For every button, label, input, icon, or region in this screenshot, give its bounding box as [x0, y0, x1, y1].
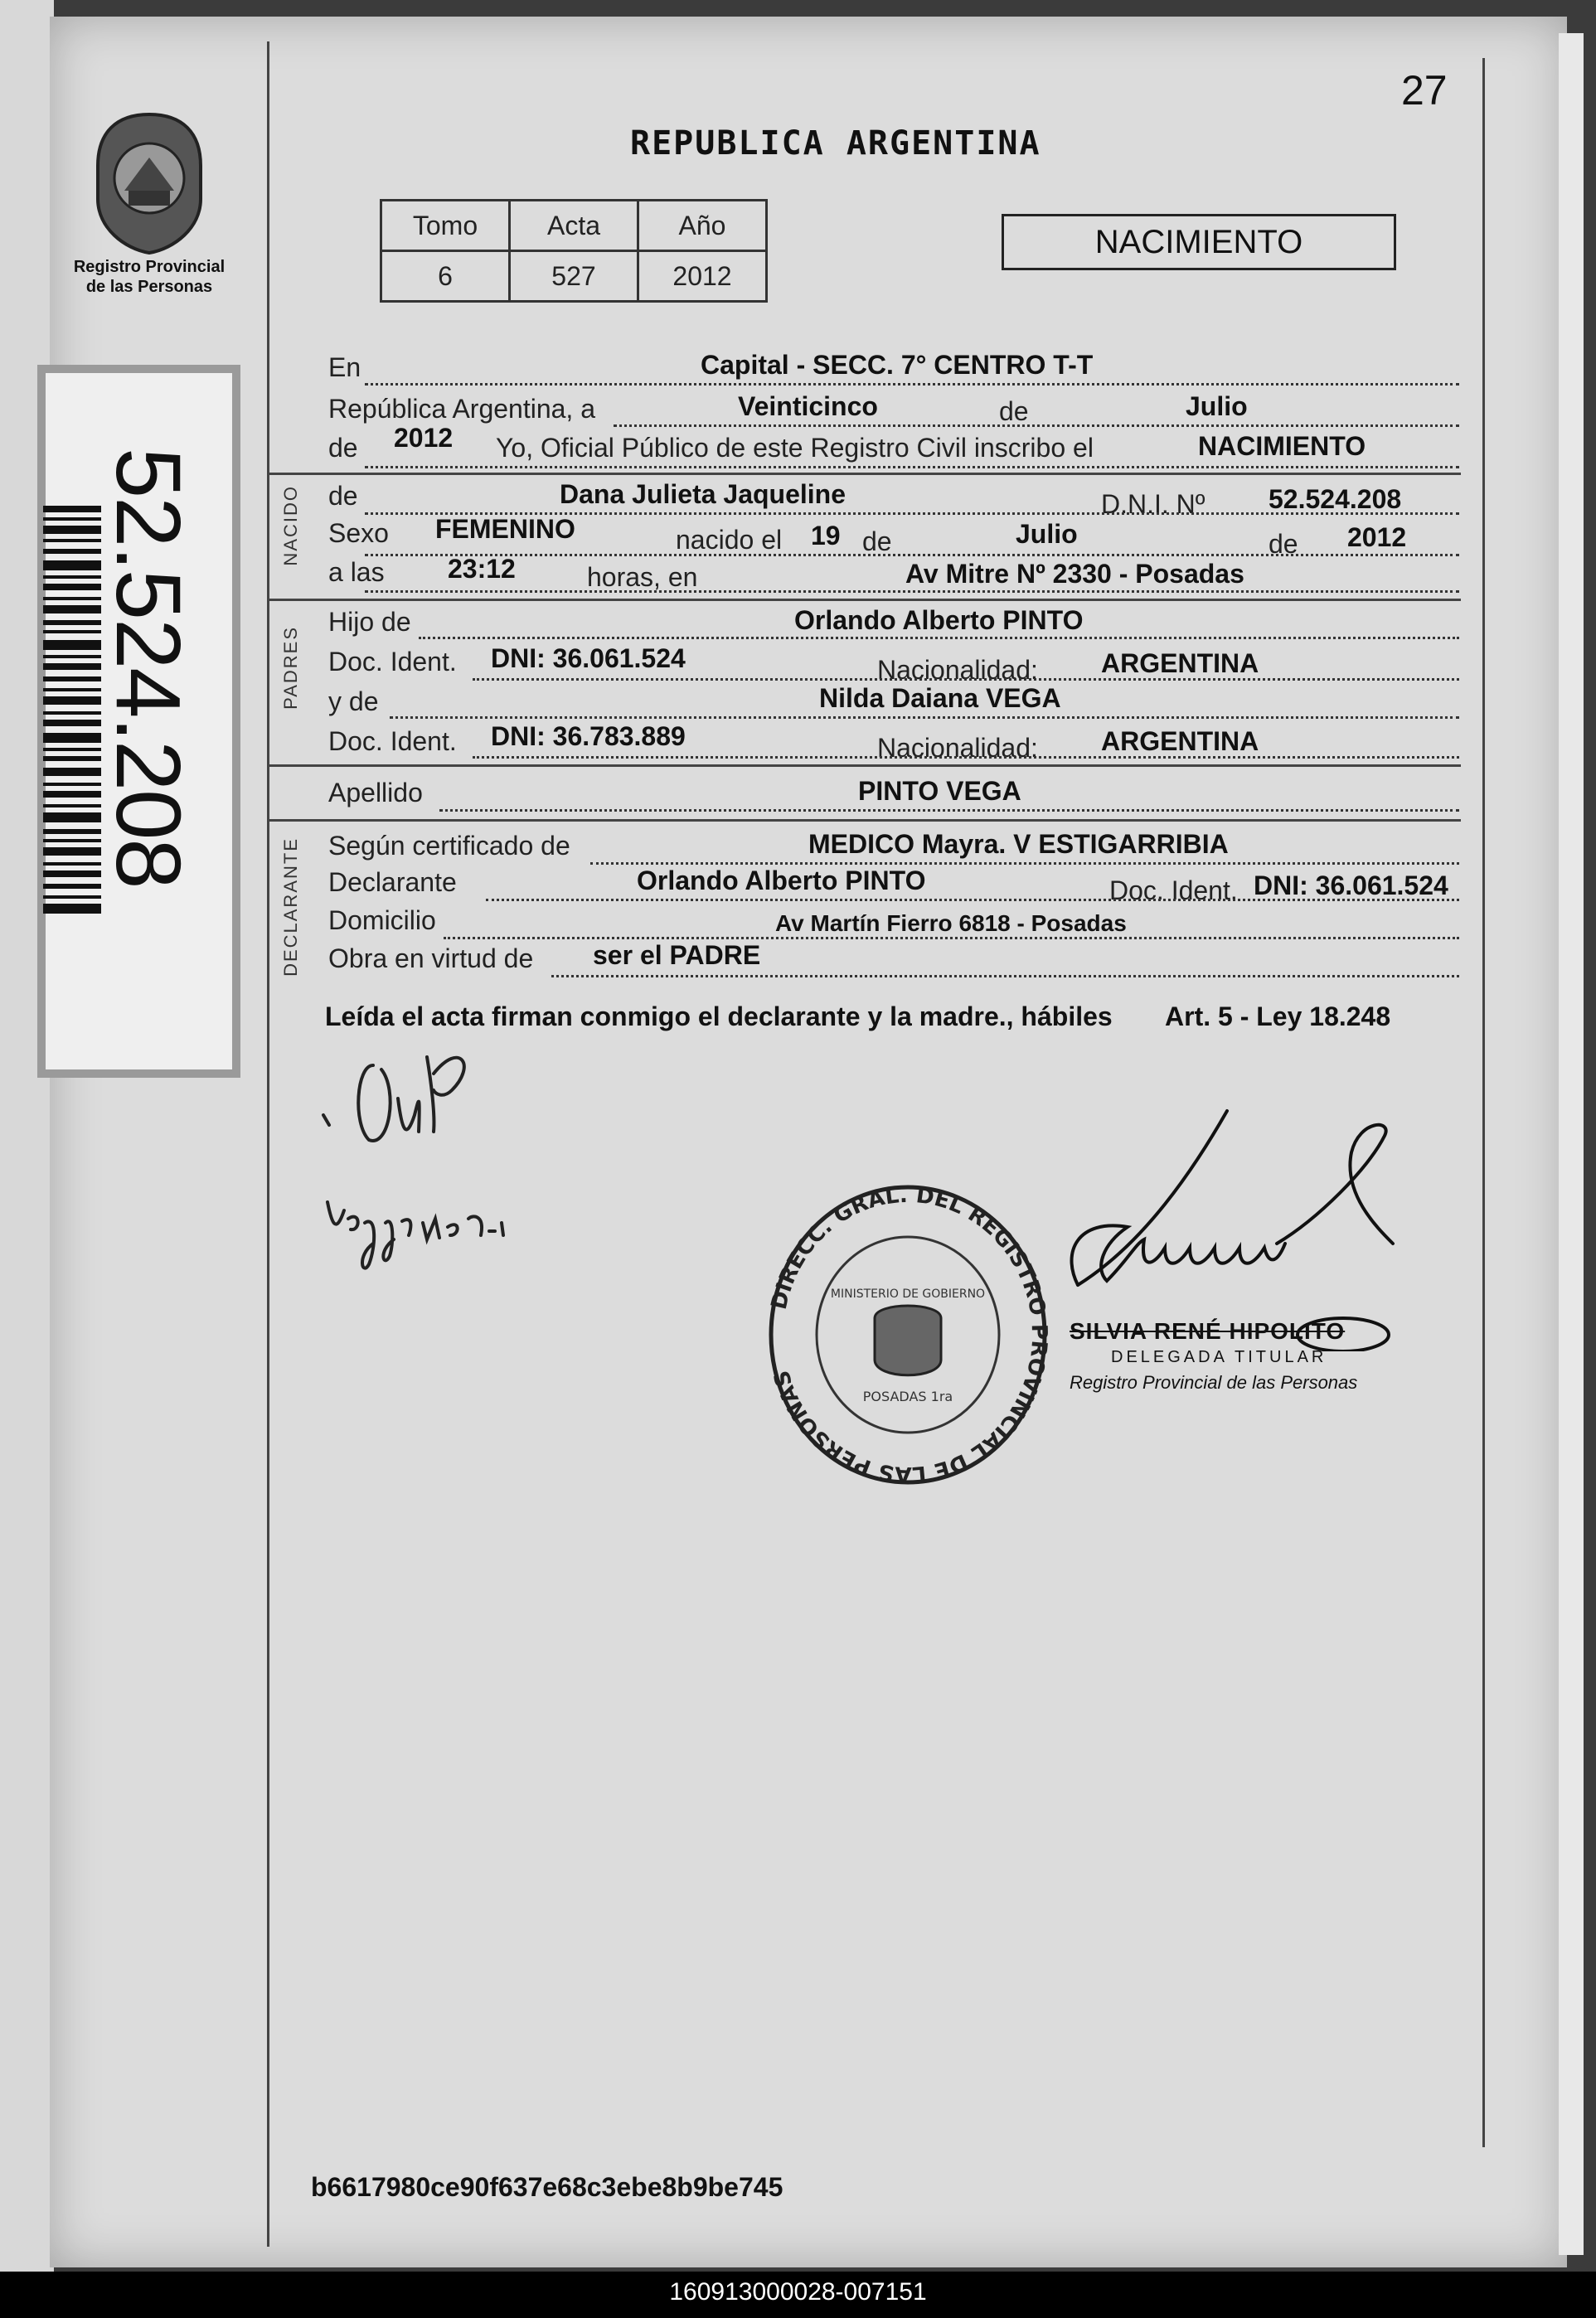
mother-doc: DNI: 36.783.889 [491, 721, 686, 751]
document-title: REPUBLICA ARGENTINA [630, 124, 1041, 162]
right-page-edge [1559, 33, 1584, 2255]
registry-table [380, 199, 768, 303]
a-las-label: a las [328, 557, 385, 587]
stamp-bottom-text: POSADAS 1ra [862, 1389, 953, 1404]
dotted-line [473, 678, 1459, 681]
mother-nationality: ARGENTINA [1101, 726, 1259, 756]
left-margin-line [267, 41, 269, 2247]
father-doc: DNI: 36.061.524 [491, 643, 686, 673]
declarante-section-label: DECLARANTE [280, 837, 301, 977]
father-nationality: ARGENTINA [1101, 648, 1259, 678]
official-name: SILVIA RENÉ HIPOLITO [1070, 1318, 1346, 1344]
left-page-edge [0, 0, 54, 2272]
de2-label: de [328, 433, 358, 463]
parent-signatures-icon [311, 1032, 526, 1281]
sexo-label: Sexo [328, 518, 389, 548]
de-label: de [999, 396, 1029, 426]
nacionalidad-label-2: Nacionalidad: [877, 733, 1038, 763]
father-name: Orlando Alberto PINTO [794, 605, 1084, 635]
apellido-value: PINTO VEGA [858, 776, 1021, 806]
dotted-line [365, 466, 1459, 468]
day-value: Veinticinco [738, 391, 878, 421]
mother-name: Nilda Daiana VEGA [819, 683, 1061, 713]
dotted-line [365, 383, 1459, 386]
document-hash: b6617980ce90f637e68c3ebe8b9be745 [311, 2172, 783, 2202]
de-label-2: de [862, 526, 892, 556]
birth-year: 2012 [1347, 522, 1407, 552]
dotted-line [439, 809, 1459, 812]
dotted-line [419, 637, 1459, 639]
child-name: Dana Julieta Jaqueline [560, 479, 847, 509]
official-stamp-icon [767, 1161, 1049, 1509]
dotted-line [551, 975, 1459, 977]
logo-label-line-2: de las Personas [85, 278, 213, 296]
place-value: Capital - SECC. 7° CENTRO T-T [701, 350, 1094, 380]
dotted-line [614, 424, 1459, 427]
section-divider [267, 599, 1461, 601]
logo-label-line-1: Registro Provincial [73, 258, 226, 276]
dotted-line [473, 756, 1459, 759]
act-value: NACIMIENTO [1198, 431, 1366, 461]
birth-day: 19 [811, 521, 841, 550]
doc-ident-label: Doc. Ident. [328, 647, 457, 676]
dotted-line [444, 937, 1459, 939]
dotted-line [365, 590, 1459, 593]
table-value-acta: 527 [510, 251, 638, 302]
stamp-outer-text: DIRECC. GRAL. DEL REGISTRO ROVINCIAL DE LAS PERSONAS [767, 1182, 1049, 1487]
right-margin-line [1482, 58, 1485, 2147]
republica-label: República Argentina, a [328, 394, 595, 424]
sexo-value: FEMENINO [435, 514, 575, 544]
year-value: 2012 [394, 423, 454, 453]
section-divider [267, 819, 1461, 822]
doc-ident-label-2: Doc. Ident. [328, 726, 457, 756]
horas-label: horas, en [587, 562, 698, 592]
child-dni: 52.524.208 [1269, 484, 1402, 514]
logo-label [58, 257, 240, 297]
declarante-label: Declarante [328, 867, 457, 897]
official-signature-block [1070, 1318, 1385, 1394]
dotted-line [590, 862, 1459, 865]
birth-month: Julio [1016, 519, 1078, 549]
nacido-label: nacido el [676, 525, 783, 555]
page-number: 27 [1401, 67, 1448, 114]
apellido-label: Apellido [328, 778, 423, 807]
official-role: DELEGADA TITULAR [1111, 1348, 1327, 1366]
birth-time: 23:12 [448, 554, 516, 584]
obra-value: ser el PADRE [593, 940, 761, 970]
table-value-ano: 2012 [638, 251, 767, 302]
footer-id: 160913000028-007151 [669, 2278, 927, 2306]
stamp-inner-text: MINISTERIO DE GOBIERNO [830, 1288, 986, 1301]
padres-section-label: PADRES [280, 626, 301, 710]
decl-doc-label: Doc. Ident. [1109, 875, 1238, 905]
official-org: Registro Provincial de las Personas [1070, 1372, 1358, 1393]
domicilio-value: Av Martín Fierro 6818 - Posadas [775, 910, 1127, 936]
declarante-value: Orlando Alberto PINTO [637, 866, 926, 895]
dni-label: D.N.I. Nº [1101, 489, 1205, 519]
official-signature-icon [1028, 1103, 1418, 1351]
nacido-de-label: de [328, 481, 358, 511]
domicilio-label: Domicilio [328, 905, 436, 935]
obra-label: Obra en virtud de [328, 943, 534, 973]
dotted-line [365, 554, 1459, 556]
certificado-label: Según certificado de [328, 831, 570, 861]
barcode-number: 52.524.208 [97, 448, 199, 888]
table-header-acta: Acta [510, 201, 638, 251]
hijo-label: Hijo de [328, 607, 411, 637]
section-divider [267, 764, 1461, 767]
provincial-crest-icon [83, 108, 216, 257]
closing-law: Art. 5 - Ley 18.248 [1165, 1001, 1391, 1031]
closing-text: Leída el acta firman conmigo el declarante y la madre., hábiles [325, 1001, 1113, 1031]
table-header-tomo: Tomo [381, 201, 510, 251]
dotted-line [486, 899, 1459, 901]
month-value: Julio [1186, 391, 1248, 421]
birth-place: Av Mitre Nº 2330 - Posadas [905, 559, 1244, 589]
nacionalidad-label: Nacionalidad: [877, 655, 1038, 685]
dotted-line [390, 716, 1459, 719]
declarante-doc: DNI: 36.061.524 [1254, 870, 1448, 900]
section-divider [267, 473, 1461, 475]
de-label-3: de [1269, 529, 1298, 559]
certificado-value: MEDICO Mayra. V ESTIGARRIBIA [808, 829, 1229, 859]
act-type-box: NACIMIENTO [1002, 214, 1396, 270]
inscribe-label: Yo, Oficial Público de este Registro Civil inscribo el [496, 433, 1094, 463]
table-value-tomo: 6 [381, 251, 510, 302]
en-label: En [328, 352, 361, 382]
table-header-ano: Año [638, 201, 767, 251]
y-de-label: y de [328, 686, 379, 716]
nacido-section-label: NACIDO [280, 485, 301, 566]
